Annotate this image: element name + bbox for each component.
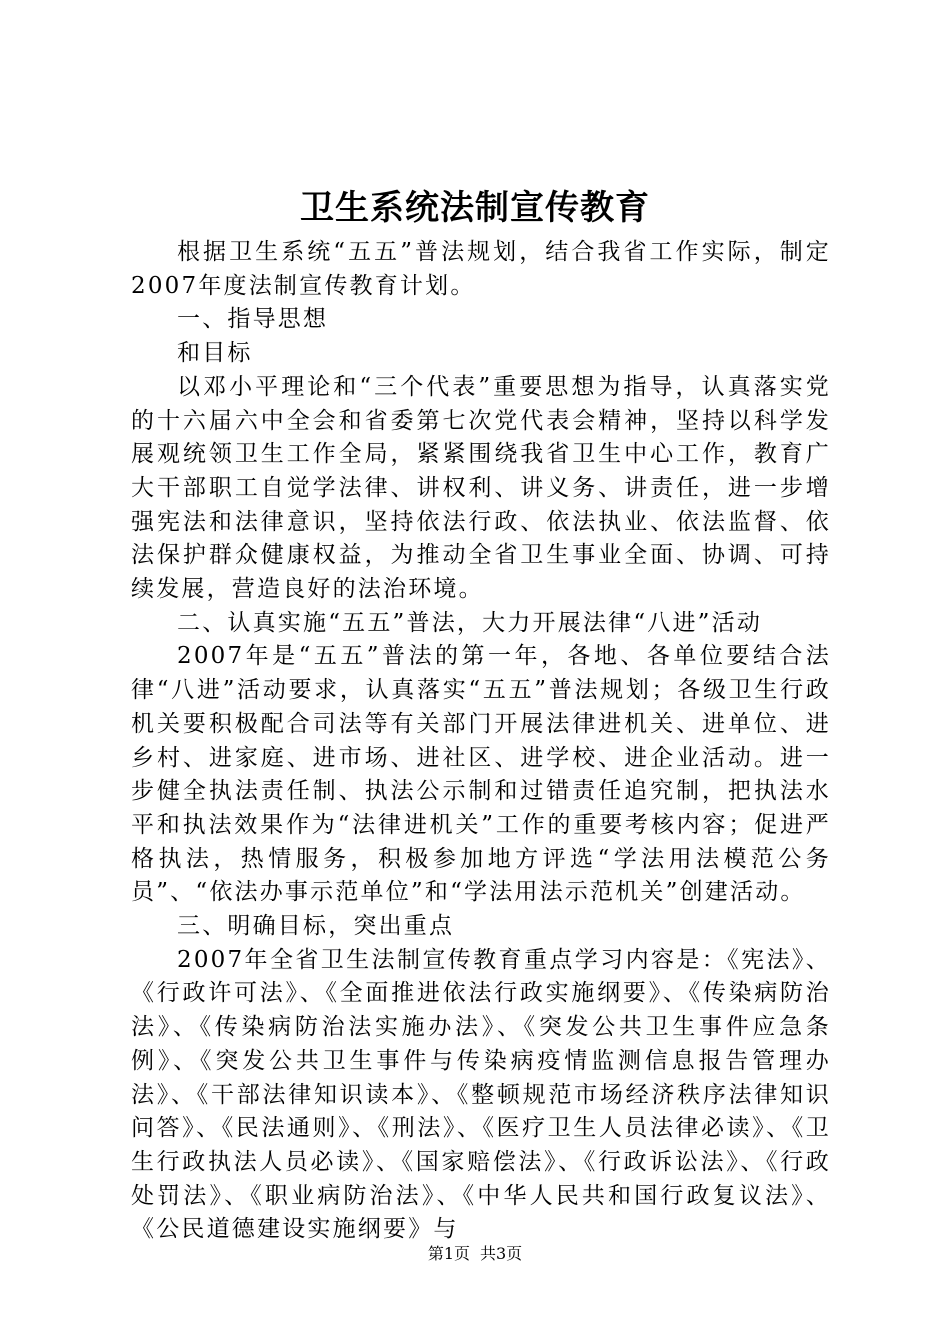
paragraph-study-content: 2007年全省卫生法制宣传教育重点学习内容是：《宪法》、《行政许可法》、《全面推进依法行政实施纲要》、《传染病防治法》、《传染病防治法实施办法》、《突发公共卫生事件应急条例》、《突发公共卫生事件与传染病疫情监测信息报告管理办法》、《干部法律知识读本》、《整顿规范市场经济秩序法律知识问答》、《民法通则》、《刑法》、《医疗卫生人员法律必读》、《卫生行政执法人员必读》、《国家赔偿法》、《行政诉讼法》、《行政处罚法》、《职业病防治法》、《中华人民共和国行政复议法》、《公民道德建设实施纲要》与: [131, 946, 831, 1243]
page-footer: [0, 1243, 950, 1265]
paragraph-eight-entries: 2007年是“五五”普法的第一年，各地、各单位要结合法律“八进”活动要求，认真落实“五五”普法规划；各级卫生行政机关要积极配合司法等有关部门开展法律进机关、进单位、进乡村、进家庭、进市场、进社区、进学校、进企业活动。进一步健全执法责任制、执法公示制和过错责任追究制，把执法水平和执法效果作为“法律进机关”工作的重要考核内容；促进严格执法，热情服务，积极参加地方评选“学法用法模范公务员”、“依法办事示范单位”和“学法用法示范机关”创建活动。: [131, 643, 831, 906]
document-title: 卫生系统法制宣传教育: [300, 188, 650, 228]
paragraph-guiding-thought: 以邓小平理论和“三个代表”重要思想为指导，认真落实党的十六届六中全会和省委第七次党代表会精神，坚持以科学发展观统领卫生工作全局，紧紧围绕我省卫生中心工作，教育广大干部职工自觉学法律、讲权利、讲义务、讲责任，进一步增强宪法和法律意识，坚持依法行政、依法执业、依法监督、依法保护群众健康权益，为推动全省卫生事业全面、协调、可持续发展，营造良好的法治环境。: [131, 373, 831, 603]
section-heading-1: 一、指导思想: [177, 306, 329, 333]
page-total: 共3页: [480, 1244, 523, 1263]
section-heading-2: 二、认真实施“五五”普法，大力开展法律“八进”活动: [177, 609, 763, 636]
paragraph-intro: 根据卫生系统“五五”普法规划，结合我省工作实际，制定2007年度法制宣传教育计划。: [131, 239, 831, 299]
section-heading-3: 三、明确目标，突出重点: [177, 913, 455, 940]
page-number: 第1页: [427, 1244, 470, 1263]
document-body: [131, 236, 831, 1247]
section-heading-1-continued: 和目标: [177, 340, 253, 367]
